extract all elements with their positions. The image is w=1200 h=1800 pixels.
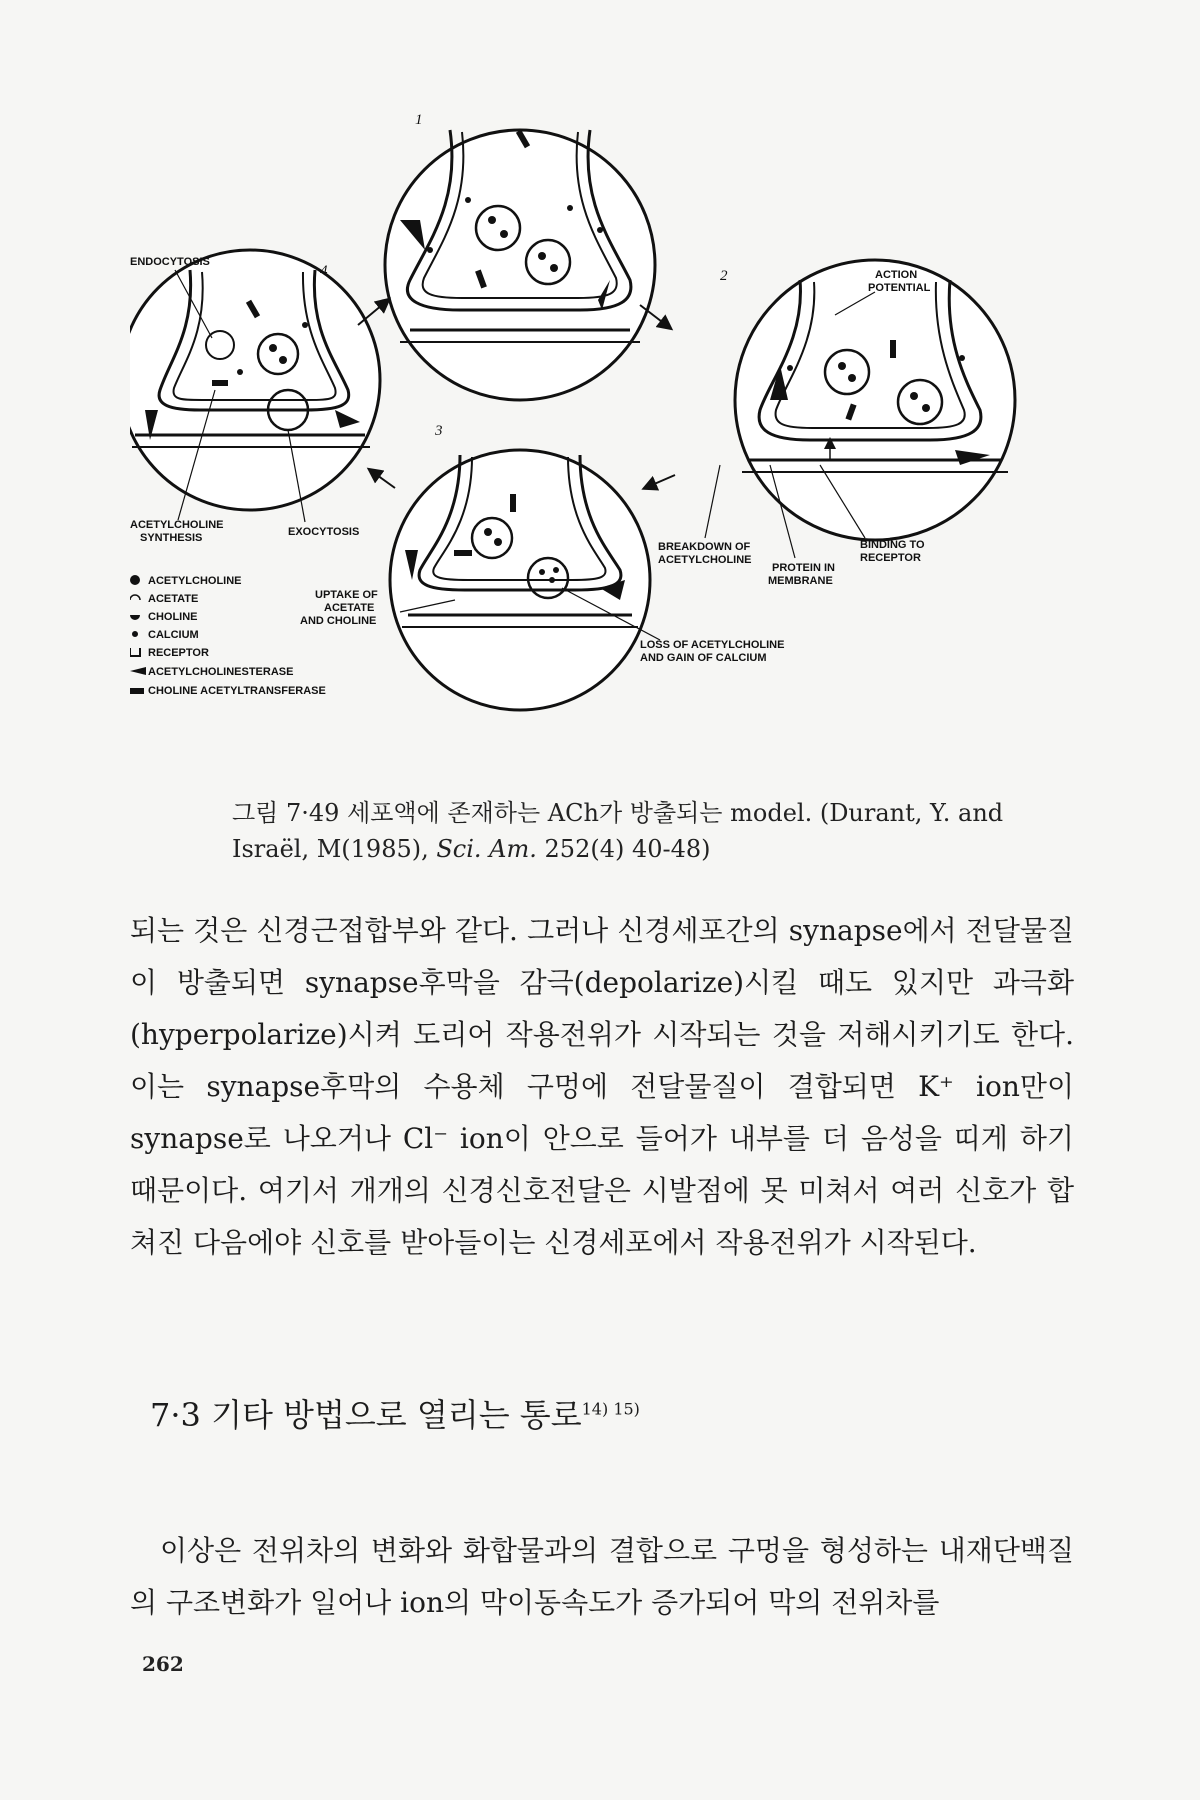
label-binding-line2: RECEPTOR [860, 552, 921, 564]
choline-legend-icon [130, 615, 140, 620]
choline-acetyltransferase-legend-icon [130, 688, 144, 694]
label-ach-synthesis-line2: SYNTHESIS [140, 532, 203, 544]
label-uptake-line1: UPTAKE OF [315, 589, 378, 601]
caption-authors: Israël, M(1985), [232, 835, 437, 863]
legend-label-calcium: CALCIUM [148, 629, 199, 641]
legend-label-choline: CHOLINE [148, 611, 198, 623]
panel-number-1: 1 [415, 112, 423, 128]
label-protein-line1: PROTEIN IN [772, 562, 835, 574]
caption-citation: 252(4) 40-48) [536, 835, 711, 863]
figure-caption [232, 795, 1072, 867]
label-protein-line2: MEMBRANE [768, 575, 833, 587]
panel-number-4: 4 [320, 263, 328, 279]
label-exocytosis: EXOCYTOSIS [288, 526, 360, 538]
section-title: 7·3 기타 방법으로 열리는 통로 [150, 1396, 582, 1434]
legend-label-acetylcholine: ACETYLCHOLINE [148, 575, 242, 587]
panel-3 [390, 423, 650, 710]
label-loss-line1: LOSS OF ACETYLCHOLINE [640, 639, 785, 651]
label-action-potential-line2: POTENTIAL [868, 282, 931, 294]
panel-4 [130, 250, 380, 510]
legend-label-acetate: ACETATE [148, 593, 199, 605]
legend-label-receptor: RECEPTOR [148, 647, 209, 659]
caption-line1: 그림 7·49 세포액에 존재하는 ACh가 방출되는 model. (Durant, Y. and [232, 799, 1004, 827]
label-endocytosis: ENDOCYTOSIS [130, 256, 210, 268]
caption-line2 [232, 831, 1072, 867]
panel-2 [720, 260, 1015, 540]
page-number: 262 [142, 1652, 184, 1676]
acetylcholine-legend-icon [130, 575, 140, 585]
body-paragraph-2: 이상은 전위차의 변화와 화합물과의 결합으로 구멍을 형성하는 내재단백질의 구조변화가 일어나 ion의 막이동속도가 증가되어 막의 전위차를 [130, 1534, 1074, 1619]
label-breakdown-line1: BREAKDOWN OF [658, 541, 751, 553]
receptor-legend-icon [130, 648, 140, 656]
section-heading [150, 1390, 640, 1436]
label-uptake-line2: ACETATE [324, 602, 375, 614]
calcium-legend-icon [132, 631, 138, 637]
label-loss-line2: AND GAIN OF CALCIUM [640, 652, 767, 664]
label-binding-line1: BINDING TO [860, 539, 925, 551]
acetate-legend-icon [130, 595, 140, 600]
label-uptake-line3: AND CHOLINE [300, 615, 377, 627]
label-action-potential-line1: ACTION [875, 269, 918, 281]
panel-number-2: 2 [720, 268, 728, 284]
figure-legend [130, 575, 326, 697]
section-references: 14) 15) [581, 1399, 640, 1419]
panel-number-3: 3 [435, 423, 443, 439]
label-ach-synthesis-line1: ACETYLCHOLINE [130, 519, 224, 531]
caption-journal: Sci. Am. [436, 835, 537, 863]
body-paragraph-1: 되는 것은 신경근접합부와 같다. 그러나 신경세포간의 synapse에서 전달물질이 방출되면 synapse후막을 감극(depolarize)시킬 때도 있지만 과극화(hyperpolarize)시켜 도리어 작용전위가 시작되는 것을 저해시키기도 한다. 이는 synapse후막의 수용체 구멍에 전달물질이 결합되면 K⁺ ion만이 synapse로 나오거나 Cl⁻ ion이 안으로 들어가 내부를 더 음성을 띠게 하기 때문이다. 여기서 개개의 신경신호전달은 시발점에 못 미쳐서 여러 신호가 합쳐진 다음에야 신호를 받아들이는 신경세포에서 작용전위가 시작된다. [130, 914, 1074, 1259]
legend-label-choline-acetyltransferase: CHOLINE ACETYLTRANSFERASE [148, 685, 326, 697]
panel-1 [385, 112, 655, 400]
label-breakdown-line2: ACETYLCHOLINE [658, 554, 752, 566]
acetylcholinesterase-legend-icon [130, 667, 146, 675]
synapse-cycle-figure [130, 110, 1070, 790]
legend-label-acetylcholinesterase: ACETYLCHOLINESTERASE [148, 666, 294, 678]
